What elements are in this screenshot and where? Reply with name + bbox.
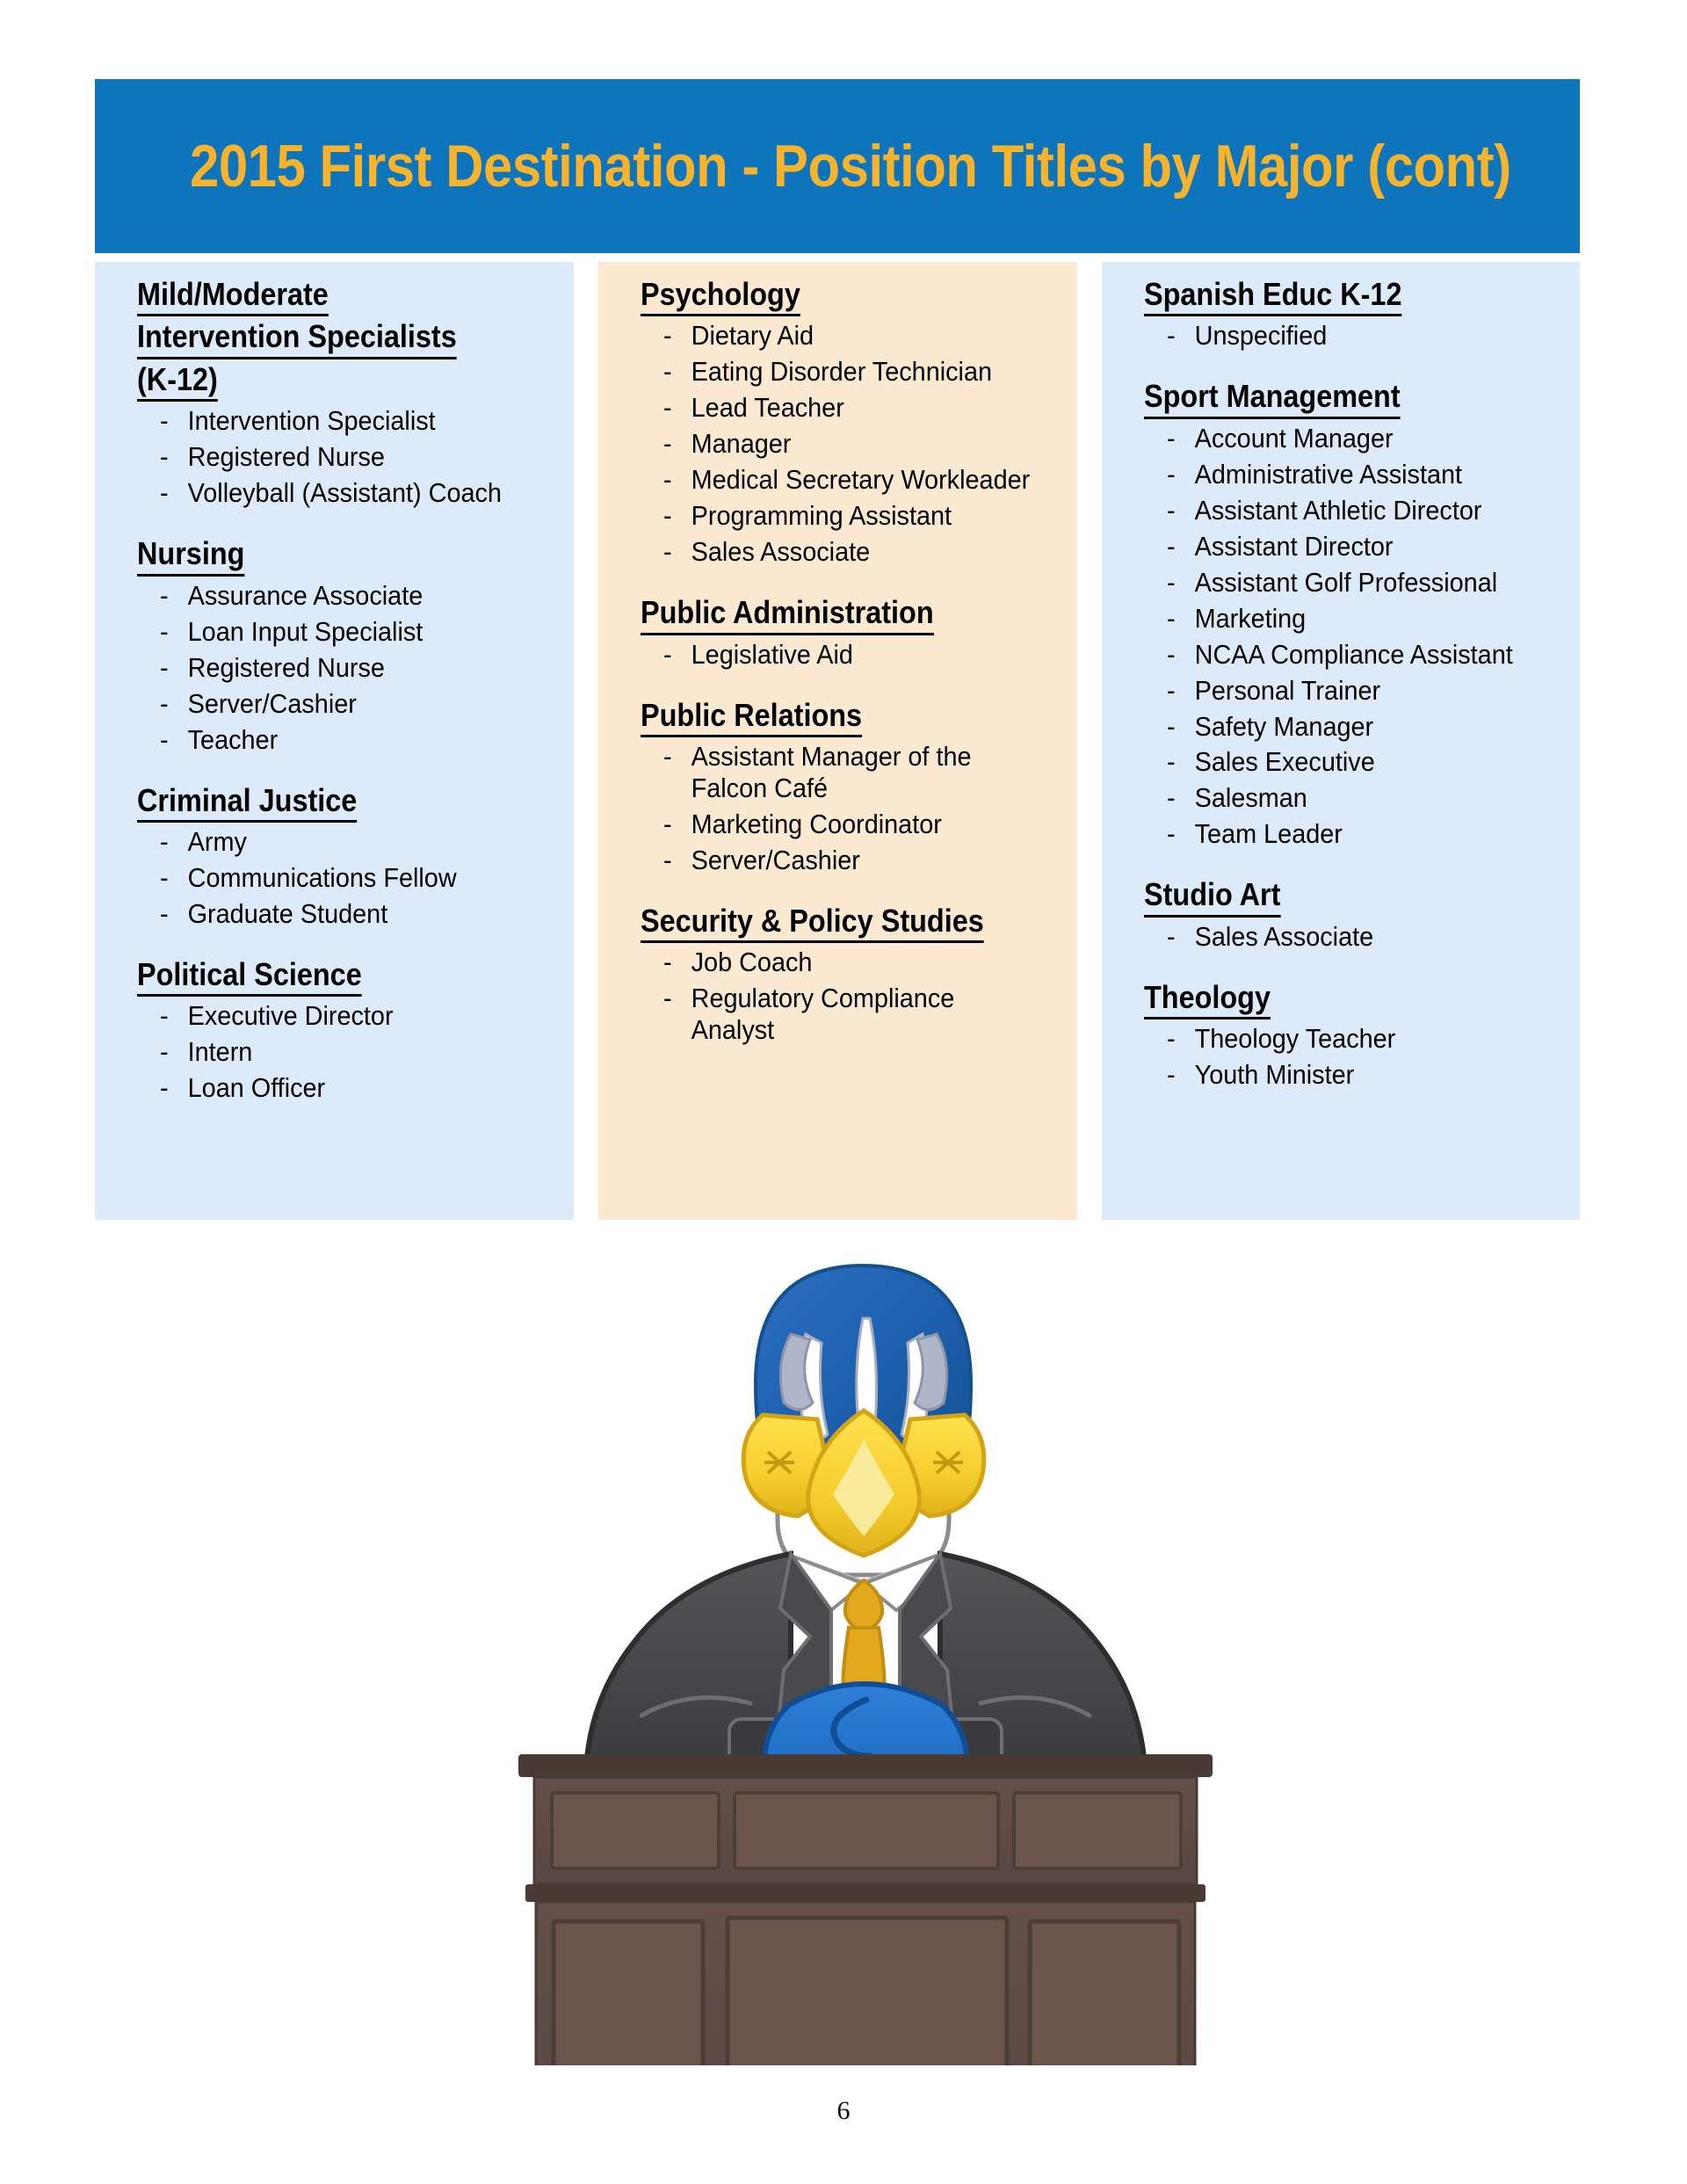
list-item: [663, 500, 1037, 532]
major-heading-line: Intervention Specialists: [137, 318, 457, 359]
major-heading-line: Mild/Moderate: [137, 276, 329, 316]
position-title: Server/Cashier: [691, 844, 860, 875]
major-heading-line: Nursing: [137, 535, 244, 576]
major-heading: [137, 782, 519, 823]
position-title: Loan Input Specialist: [187, 615, 424, 647]
position-title: Manager: [691, 428, 792, 460]
major-heading: [137, 276, 519, 402]
position-titles-list: [1144, 1023, 1568, 1091]
position-titles-list: [1144, 921, 1568, 953]
major-block: [137, 276, 561, 509]
major-heading-line: Criminal Justice: [137, 782, 357, 823]
position-titles-list: [1144, 320, 1568, 352]
list-item: [1167, 639, 1539, 671]
bullet-dash: -: [663, 356, 672, 388]
position-title: Personal Trainer: [1194, 674, 1381, 706]
major-block: [1144, 276, 1568, 352]
list-item: [663, 639, 1037, 671]
list-item: [1167, 459, 1539, 490]
bullet-dash: -: [160, 825, 169, 857]
bullet-dash: -: [1167, 638, 1176, 670]
major-heading: [137, 535, 519, 576]
list-item: [160, 441, 533, 473]
list-item: [1167, 320, 1539, 352]
falcon-mascot-illustration: [378, 1230, 1318, 2065]
major-heading: [641, 697, 1023, 737]
bullet-dash: -: [1167, 602, 1176, 634]
position-title: Graduate Student: [187, 897, 388, 929]
desk-panel-upper-center: [735, 1793, 998, 1868]
bullet-dash: -: [663, 808, 672, 839]
list-item: [1167, 603, 1539, 635]
bullet-dash: -: [1167, 818, 1176, 850]
list-item: [663, 845, 1037, 876]
major-block: [641, 903, 1065, 1046]
bullet-dash: -: [1167, 494, 1176, 526]
bullet-dash: -: [663, 464, 672, 496]
bullet-dash: -: [160, 405, 169, 437]
major-heading-line: Public Relations: [641, 697, 862, 737]
desk-panel-upper-left: [552, 1793, 719, 1868]
desk-panel-upper-right: [1014, 1793, 1181, 1868]
bullet-dash: -: [1167, 458, 1176, 490]
position-title: Executive Director: [187, 1000, 394, 1032]
position-title: Communications Fellow: [187, 861, 457, 893]
major-heading-line: (K-12): [137, 361, 218, 402]
major-block: [641, 276, 1065, 568]
position-title: Legislative Aid: [691, 638, 853, 670]
position-title: Team Leader: [1194, 818, 1343, 850]
bullet-dash: -: [1167, 782, 1176, 814]
bullet-dash: -: [160, 615, 169, 647]
list-item: [1167, 675, 1539, 707]
position-title: Safety Manager: [1194, 710, 1374, 742]
major-heading-line: Sport Management: [1144, 378, 1401, 418]
bullet-dash: -: [160, 579, 169, 611]
position-title: Assistant Manager of the Falcon Café: [691, 741, 972, 803]
position-title: Intern: [187, 1036, 253, 1068]
position-title: Army: [187, 825, 247, 857]
position-title: Loan Officer: [187, 1072, 326, 1104]
bullet-dash: -: [1167, 1059, 1176, 1091]
major-heading-line: Security & Policy Studies: [641, 903, 984, 943]
list-item: [1167, 746, 1539, 778]
list-item: [1167, 423, 1539, 454]
position-title: Youth Minister: [1194, 1059, 1355, 1091]
column-2: [598, 262, 1077, 1220]
bullet-dash: -: [160, 1000, 169, 1032]
list-item: [160, 580, 533, 612]
position-title: Eating Disorder Technician: [691, 356, 993, 388]
list-item: [160, 724, 533, 756]
list-item: [160, 898, 533, 930]
title-banner: [95, 79, 1580, 253]
list-item: [160, 1072, 533, 1104]
bullet-dash: -: [663, 638, 672, 670]
major-block: [137, 956, 561, 1104]
bullet-dash: -: [1167, 530, 1176, 562]
position-title: Programming Assistant: [691, 500, 952, 532]
position-title: Account Manager: [1194, 422, 1394, 453]
position-title: Sales Associate: [691, 536, 871, 568]
column-1: [95, 262, 574, 1220]
major-heading-line: Studio Art: [1144, 876, 1280, 917]
list-item: [1167, 531, 1539, 562]
desk-mid-moulding: [525, 1884, 1206, 1902]
major-heading: [641, 594, 1023, 635]
position-titles-list: [641, 320, 1065, 568]
bullet-dash: -: [160, 687, 169, 719]
bullet-dash: -: [663, 983, 672, 1014]
position-title: Unspecified: [1194, 320, 1328, 352]
position-title: Server/Cashier: [187, 687, 357, 719]
major-heading: [1144, 276, 1525, 316]
position-title: Marketing Coordinator: [691, 808, 942, 839]
major-block: [1144, 979, 1568, 1091]
bullet-dash: -: [663, 741, 672, 773]
major-heading-line: Spanish Educ K-12: [1144, 276, 1401, 316]
bullet-dash: -: [160, 897, 169, 929]
list-item: [1167, 782, 1539, 814]
major-heading: [641, 276, 1023, 316]
position-title: Medical Secretary Workleader: [691, 464, 1031, 496]
bullet-dash: -: [160, 441, 169, 473]
major-heading-line: Psychology: [641, 276, 800, 316]
position-titles-list: [137, 580, 561, 756]
list-item: [1167, 921, 1539, 953]
position-title: Registered Nurse: [187, 651, 385, 683]
bullet-dash: -: [663, 500, 672, 532]
position-title: Theology Teacher: [1194, 1023, 1396, 1055]
position-title: Salesman: [1194, 782, 1307, 814]
list-item: [160, 616, 533, 648]
list-item: [663, 392, 1037, 424]
column-3: [1102, 262, 1580, 1220]
position-title: Administrative Assistant: [1194, 458, 1463, 490]
bullet-dash: -: [663, 320, 672, 352]
position-title: Job Coach: [691, 947, 813, 978]
judges-bench: [518, 1754, 1213, 2065]
list-item: [160, 862, 533, 894]
position-title: Teacher: [187, 723, 279, 755]
major-heading-line: Political Science: [137, 956, 362, 997]
major-block: [137, 782, 561, 930]
bullet-dash: -: [160, 1072, 169, 1104]
falcon-mascot: [587, 1266, 1144, 1837]
list-item: [663, 741, 1037, 804]
position-titles-list: [641, 947, 1065, 1046]
list-item: [663, 428, 1037, 460]
position-title: Intervention Specialist: [187, 405, 436, 437]
list-item: [1167, 1059, 1539, 1091]
bullet-dash: -: [663, 428, 672, 460]
position-title: Registered Nurse: [187, 441, 385, 473]
bullet-dash: -: [1167, 422, 1176, 453]
desk-panel-lower-center: [728, 1918, 1007, 2065]
position-title: Lead Teacher: [691, 392, 844, 424]
bullet-dash: -: [1167, 920, 1176, 952]
position-titles-list: [137, 826, 561, 930]
list-item: [160, 405, 533, 437]
bullet-dash: -: [160, 723, 169, 755]
position-titles-list: [641, 639, 1065, 671]
list-item: [160, 652, 533, 684]
position-title: NCAA Compliance Assistant: [1194, 638, 1513, 670]
position-title: Assurance Associate: [187, 579, 424, 611]
major-columns-container: [95, 262, 1580, 1220]
major-heading: [1144, 378, 1525, 418]
bullet-dash: -: [663, 844, 672, 875]
desk-panel-lower-right: [1030, 1921, 1179, 2065]
major-block: [137, 535, 561, 755]
bullet-dash: -: [160, 477, 169, 509]
list-item: [663, 320, 1037, 352]
list-item: [663, 947, 1037, 978]
bullet-dash: -: [160, 1036, 169, 1068]
major-heading-line: Theology: [1144, 979, 1271, 1019]
position-title: Sales Associate: [1194, 920, 1374, 952]
desk-panel-lower-left: [554, 1921, 703, 2065]
list-item: [160, 688, 533, 720]
desk-top-rail: [518, 1754, 1213, 1777]
major-heading: [137, 956, 519, 997]
page-number: 6: [836, 2096, 851, 2125]
bullet-dash: -: [1167, 566, 1176, 598]
list-item: [1167, 818, 1539, 850]
major-block: [1144, 876, 1568, 952]
position-titles-list: [1144, 423, 1568, 850]
list-item: [160, 477, 533, 509]
position-title: Dietary Aid: [691, 320, 815, 352]
bullet-dash: -: [1167, 674, 1176, 706]
list-item: [1167, 711, 1539, 743]
bullet-dash: -: [1167, 1023, 1176, 1055]
position-title: Volleyball (Assistant) Coach: [187, 477, 502, 509]
position-title: Marketing: [1194, 602, 1307, 634]
major-block: [641, 594, 1065, 670]
position-title: Sales Executive: [1194, 746, 1375, 778]
major-block: [1144, 378, 1568, 850]
position-titles-list: [137, 1000, 561, 1104]
list-item: [160, 1000, 533, 1032]
list-item: [663, 983, 1037, 1046]
bullet-dash: -: [1167, 746, 1176, 778]
position-title: Assistant Golf Professional: [1194, 566, 1498, 598]
major-heading-line: Public Administration: [641, 594, 934, 635]
major-heading: [1144, 876, 1525, 917]
major-heading: [641, 903, 1023, 943]
list-item: [663, 536, 1037, 568]
list-item: [160, 1036, 533, 1068]
list-item: [1167, 1023, 1539, 1055]
list-item: [1167, 495, 1539, 526]
bullet-dash: -: [663, 536, 672, 568]
list-item: [663, 809, 1037, 840]
position-titles-list: [137, 405, 561, 509]
position-title: Regulatory Compliance Analyst: [691, 983, 955, 1046]
position-title: Assistant Director: [1194, 530, 1394, 562]
list-item: [663, 356, 1037, 388]
major-block: [641, 697, 1065, 876]
major-heading: [1144, 979, 1525, 1019]
bullet-dash: -: [663, 947, 672, 978]
bullet-dash: -: [160, 861, 169, 893]
bullet-dash: -: [160, 651, 169, 683]
bullet-dash: -: [1167, 710, 1176, 742]
list-item: [663, 464, 1037, 496]
position-title: Assistant Athletic Director: [1194, 494, 1482, 526]
bullet-dash: -: [663, 392, 672, 424]
bullet-dash: -: [1167, 320, 1176, 352]
page-title: 2015 First Destination - Position Titles by Major (cont): [190, 133, 1511, 200]
position-titles-list: [641, 741, 1065, 876]
list-item: [160, 826, 533, 858]
list-item: [1167, 567, 1539, 599]
